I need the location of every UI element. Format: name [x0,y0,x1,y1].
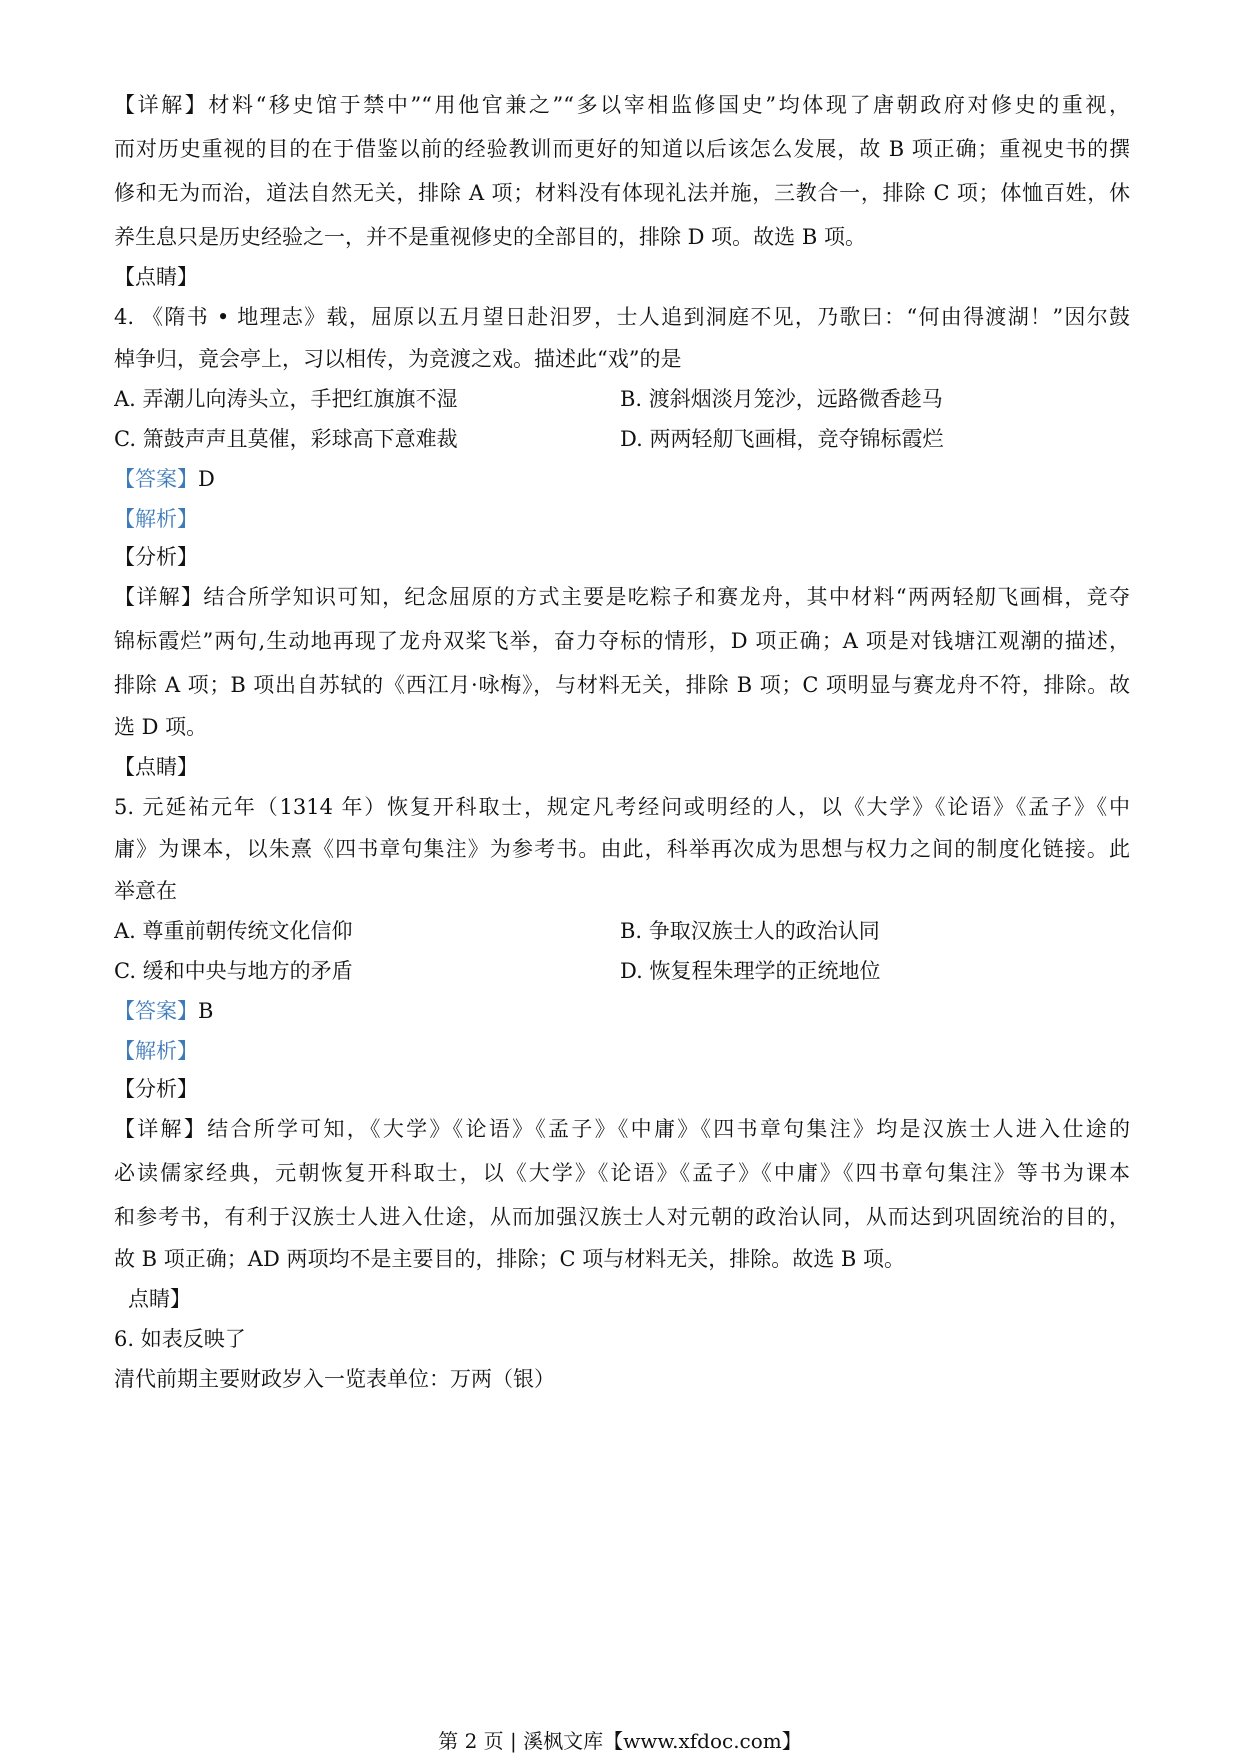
q4-answer [114,464,1130,494]
q4-detail-line-3: 排除 A 项；B 项出自苏轼的《西江月·咏梅》，与材料无关，排除 B 项；C 项明显与赛龙舟不符，排除。故 [114,673,1130,697]
q4-fenxi: 【分析】 [114,545,198,569]
q5-detail-line-4: 故 B 项正确；AD 两项均不是主要目的，排除；C 项与材料无关，排除。故选 B 项。 [114,1247,905,1271]
q5-option-a: A. 尊重前朝传统文化信仰 [114,919,353,943]
q5-stem-line-2: 庸》为课本，以朱熹《四书章句集注》为参考书。由此，科举再次成为思想与权力之间的制度化链接。此 [114,837,1130,861]
page-footer: 第 2 页 | 溪枫文库【www.xfdoc.com】 [438,1729,802,1753]
q5-stem-line-3: 举意在 [114,879,177,903]
q3-detail-line-4: 养生息只是历史经验之一，并不是重视修史的全部目的，排除 D 项。故选 B 项。 [114,225,866,249]
q3-detail-line-3: 修和无为而治，道法自然无关，排除 A 项；材料没有体现礼法并施，三教合一，排除 C 项；体恤百姓，休 [114,181,1130,205]
q4-option-b: B. 渡斜烟淡月笼沙，远路微香趁马 [620,387,943,411]
q6-stem: 6. 如表反映了 [114,1327,246,1351]
q5-stem-line-1: 5. 元延祐元年（1314 年）恢复开科取士，规定凡考经问或明经的人，以《大学》《论语》《孟子》《中 [114,795,1130,819]
q5-option-c: C. 缓和中央与地方的矛盾 [114,959,353,983]
q5-answer [114,996,1130,1026]
q5-detail-line-3: 和参考书，有利于汉族士人进入仕途，从而加强汉族士人对元朝的政治认同，从而达到巩固统治的目的， [114,1205,1130,1229]
q5-option-d: D. 恢复程朱理学的正统地位 [620,959,881,983]
q6-table-caption: 清代前期主要财政岁入一览表单位：万两（银） [114,1367,555,1391]
q5-detail-line-1: 【详解】结合所学可知，《大学》《论语》《孟子》《中庸》《四书章句集注》均是汉族士人进入仕途的 [114,1117,1130,1141]
q4-detail-line-1: 【详解】结合所学知识可知，纪念屈原的方式主要是吃粽子和赛龙舟，其中材料“两两轻舠飞画楫，竞夺 [114,585,1130,609]
q3-dianjing: 【点睛】 [114,265,198,289]
q4-answer-label: 【答案】 [114,467,198,491]
q5-detail-line-2: 必读儒家经典，元朝恢复开科取士，以《大学》《论语》《孟子》《中庸》《四书章句集注》等书为课本 [114,1161,1130,1185]
q4-option-c: C. 箫鼓声声且莫催，彩球高下意难裁 [114,427,458,451]
q5-answer-value: B [198,999,214,1023]
q5-option-b: B. 争取汉族士人的政治认同 [620,919,880,943]
q5-jiexi: 【解析】 [114,1039,198,1063]
q5-answer-label: 【答案】 [114,999,198,1023]
q4-option-d: D. 两两轻舠飞画楫，竞夺锦标霞烂 [620,427,944,451]
q4-stem-line-1: 4. 《隋书 • 地理志》载，屈原以五月望日赴汨罗，士人追到洞庭不见，乃歌曰：“何由得渡湖！”因尔鼓 [114,305,1130,329]
q4-answer-value: D [198,467,215,491]
q3-detail-line-2: 而对历史重视的目的在于借鉴以前的经验教训而更好的知道以后该怎么发展，故 B 项正确；重视史书的撰 [114,137,1130,161]
q5-dianjing: 点睛】 [128,1287,191,1311]
q5-fenxi: 【分析】 [114,1077,198,1101]
q4-detail-line-4: 选 D 项。 [114,715,208,739]
q4-option-a: A. 弄潮儿向涛头立，手把红旗旗不湿 [114,387,458,411]
q4-detail-line-2: 锦标霞烂”两句,生动地再现了龙舟双桨飞举，奋力夺标的情形，D 项正确；A 项是对钱塘江观潮的描述， [114,629,1130,653]
q4-dianjing: 【点睛】 [114,755,198,779]
q4-stem-line-2: 棹争归，竟会亭上，习以相传，为竞渡之戏。描述此“戏”的是 [114,347,682,371]
q3-detail-line-1: 【详解】材料“移史馆于禁中”“用他官兼之”“多以宰相监修国史”均体现了唐朝政府对修史的重视， [114,93,1130,117]
q4-jiexi: 【解析】 [114,507,198,531]
